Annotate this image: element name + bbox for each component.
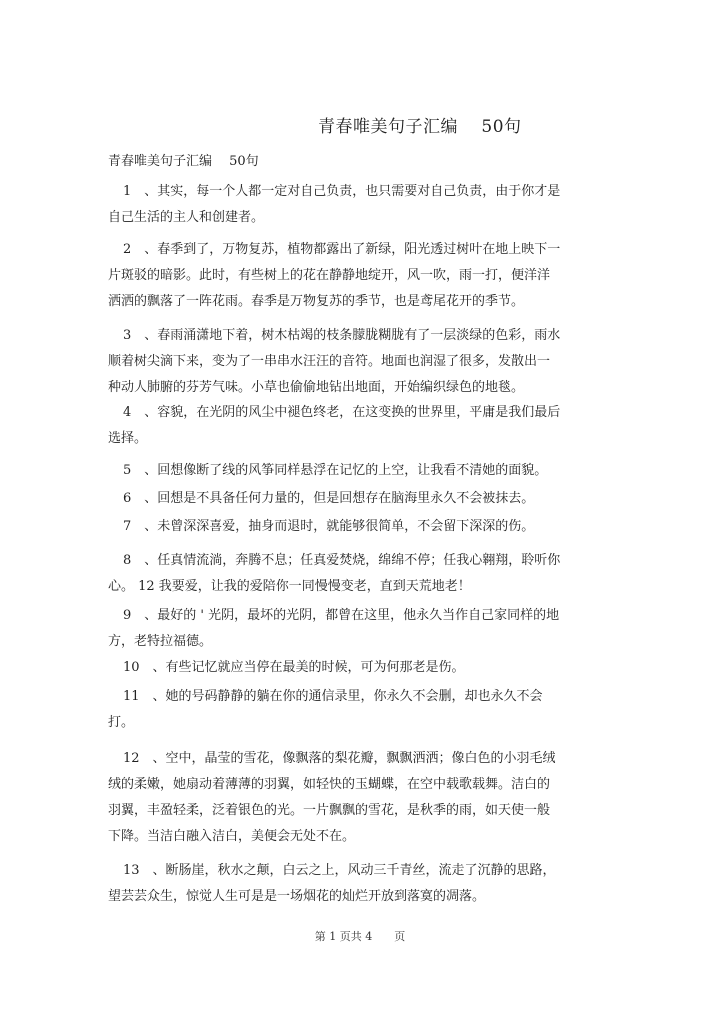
paragraph-line: 11 、她的号码静静的躺在你的通信录里，你永久不会删，却也永久不会 xyxy=(123,689,543,704)
paragraph-line: 1 、其实，每一个人都一定对自己负责，也只需要对自己负责，由于你才是 xyxy=(123,184,561,199)
paragraph-8 xyxy=(108,548,608,600)
paragraph-line: 12 、空中，晶莹的雪花，像飘落的梨花瓣，飘飘洒洒；像白色的小羽毛绒 xyxy=(123,751,556,766)
paragraph-line: 3 、春雨涌潇地下着，树木枯竭的枝条朦胧糊胧有了一层淡绿的色彩，雨水 xyxy=(123,328,561,343)
paragraph-5 xyxy=(108,458,608,484)
paragraph-line: 打。 xyxy=(108,715,135,730)
paragraph-3 xyxy=(108,323,608,401)
paragraph-line: 羽翼，丰盈轻柔，泛着银色的光。一片飘飘的雪花，是秋季的雨，如天使一般 xyxy=(108,803,551,818)
paragraph-line: 2 、春季到了，万物复苏，植物都露出了新绿，阳光透过树叶在地上映下一 xyxy=(123,242,561,257)
paragraph-10 xyxy=(108,655,608,681)
paragraph-line: 自己生活的主人和创建者。 xyxy=(108,210,265,225)
paragraph-11 xyxy=(108,684,608,736)
paragraph-line: 4 、容貌，在光阴的风尘中褪色终老，在这变换的世界里，平庸是我们最后 xyxy=(123,405,561,420)
paragraph-line: 6 、回想是不具备任何力量的，但是回想存在脑海里永久不会被抹去。 xyxy=(123,491,535,506)
paragraph-line: 选择。 xyxy=(108,431,148,446)
paragraph-line: 绒的柔嫩，她扇动着薄薄的羽翼，如轻快的玉蝴蝶，在空中载歌载舞。洁白的 xyxy=(108,777,551,792)
paragraph-line: 下降。当洁白融入洁白，美便会无处不在。 xyxy=(108,829,356,844)
paragraph-line: 片斑驳的暗影。此时，有些树上的花在静静地绽开，风一吹，雨一打，便洋洋 xyxy=(108,268,551,283)
paragraph-1 xyxy=(108,179,608,231)
paragraph-7 xyxy=(108,514,608,540)
paragraph-2 xyxy=(108,237,608,315)
paragraph-line: 心。 12 我要爱，让我的爱陪你一同慢慢变老，直到天荒地老！ xyxy=(108,579,471,594)
paragraph-line: 方，老特拉福德。 xyxy=(108,634,213,649)
paragraph-12 xyxy=(108,746,608,850)
paragraph-line: 洒洒的飘落了一阵花雨。春季是万物复苏的季节，也是鸢尾花开的季节。 xyxy=(108,294,525,309)
paragraph-6 xyxy=(108,486,608,512)
paragraph-line: 种动人肺腑的芬芳气味。小草也偷偷地钻出地面，开始编织绿色的地毯。 xyxy=(108,380,525,395)
paragraph-line: 8 、任真情流淌，奔腾不息；任真爱焚烧，绵绵不停；任我心翱翔，聆听你 xyxy=(123,553,561,568)
paragraph-line: 9 、最好的 ' 光阴，最坏的光阴，都曾在这里，他永久当作自己家同样的地 xyxy=(123,608,560,623)
page-footer: 第 1 页共 4 页 xyxy=(314,930,406,943)
paragraph-4 xyxy=(108,400,608,452)
paragraph-line: 顺着树尖滴下来，变为了一串串水汪汪的音符。地面也润湿了很多，发散出一 xyxy=(108,354,551,369)
paragraph-9 xyxy=(108,603,608,655)
paragraph-line: 望芸芸众生，惊觉人生可是是一场烟花的灿烂开放到落寞的凋落。 xyxy=(108,889,486,904)
paragraph-13 xyxy=(108,858,608,910)
paragraph-line: 13 、断肠崖，秋水之颠，白云之上，风动三千青丝，流走了沉静的思路， xyxy=(123,863,556,878)
paragraph-line: 7 、未曾深深喜爱，抽身而退时，就能够很简单，不会留下深深的伤。 xyxy=(123,519,535,534)
paragraph-line: 10 、有些记忆就应当停在最美的时候，可为何那老是伤。 xyxy=(123,660,465,675)
paragraph-line: 5 、回想像断了线的风筝同样悬浮在记忆的上空，让我看不清她的面貌。 xyxy=(123,463,548,478)
page-title: 青春唯美句子汇编 50句 xyxy=(318,117,522,137)
subtitle: 青春唯美句子汇编 50句 xyxy=(108,154,259,169)
